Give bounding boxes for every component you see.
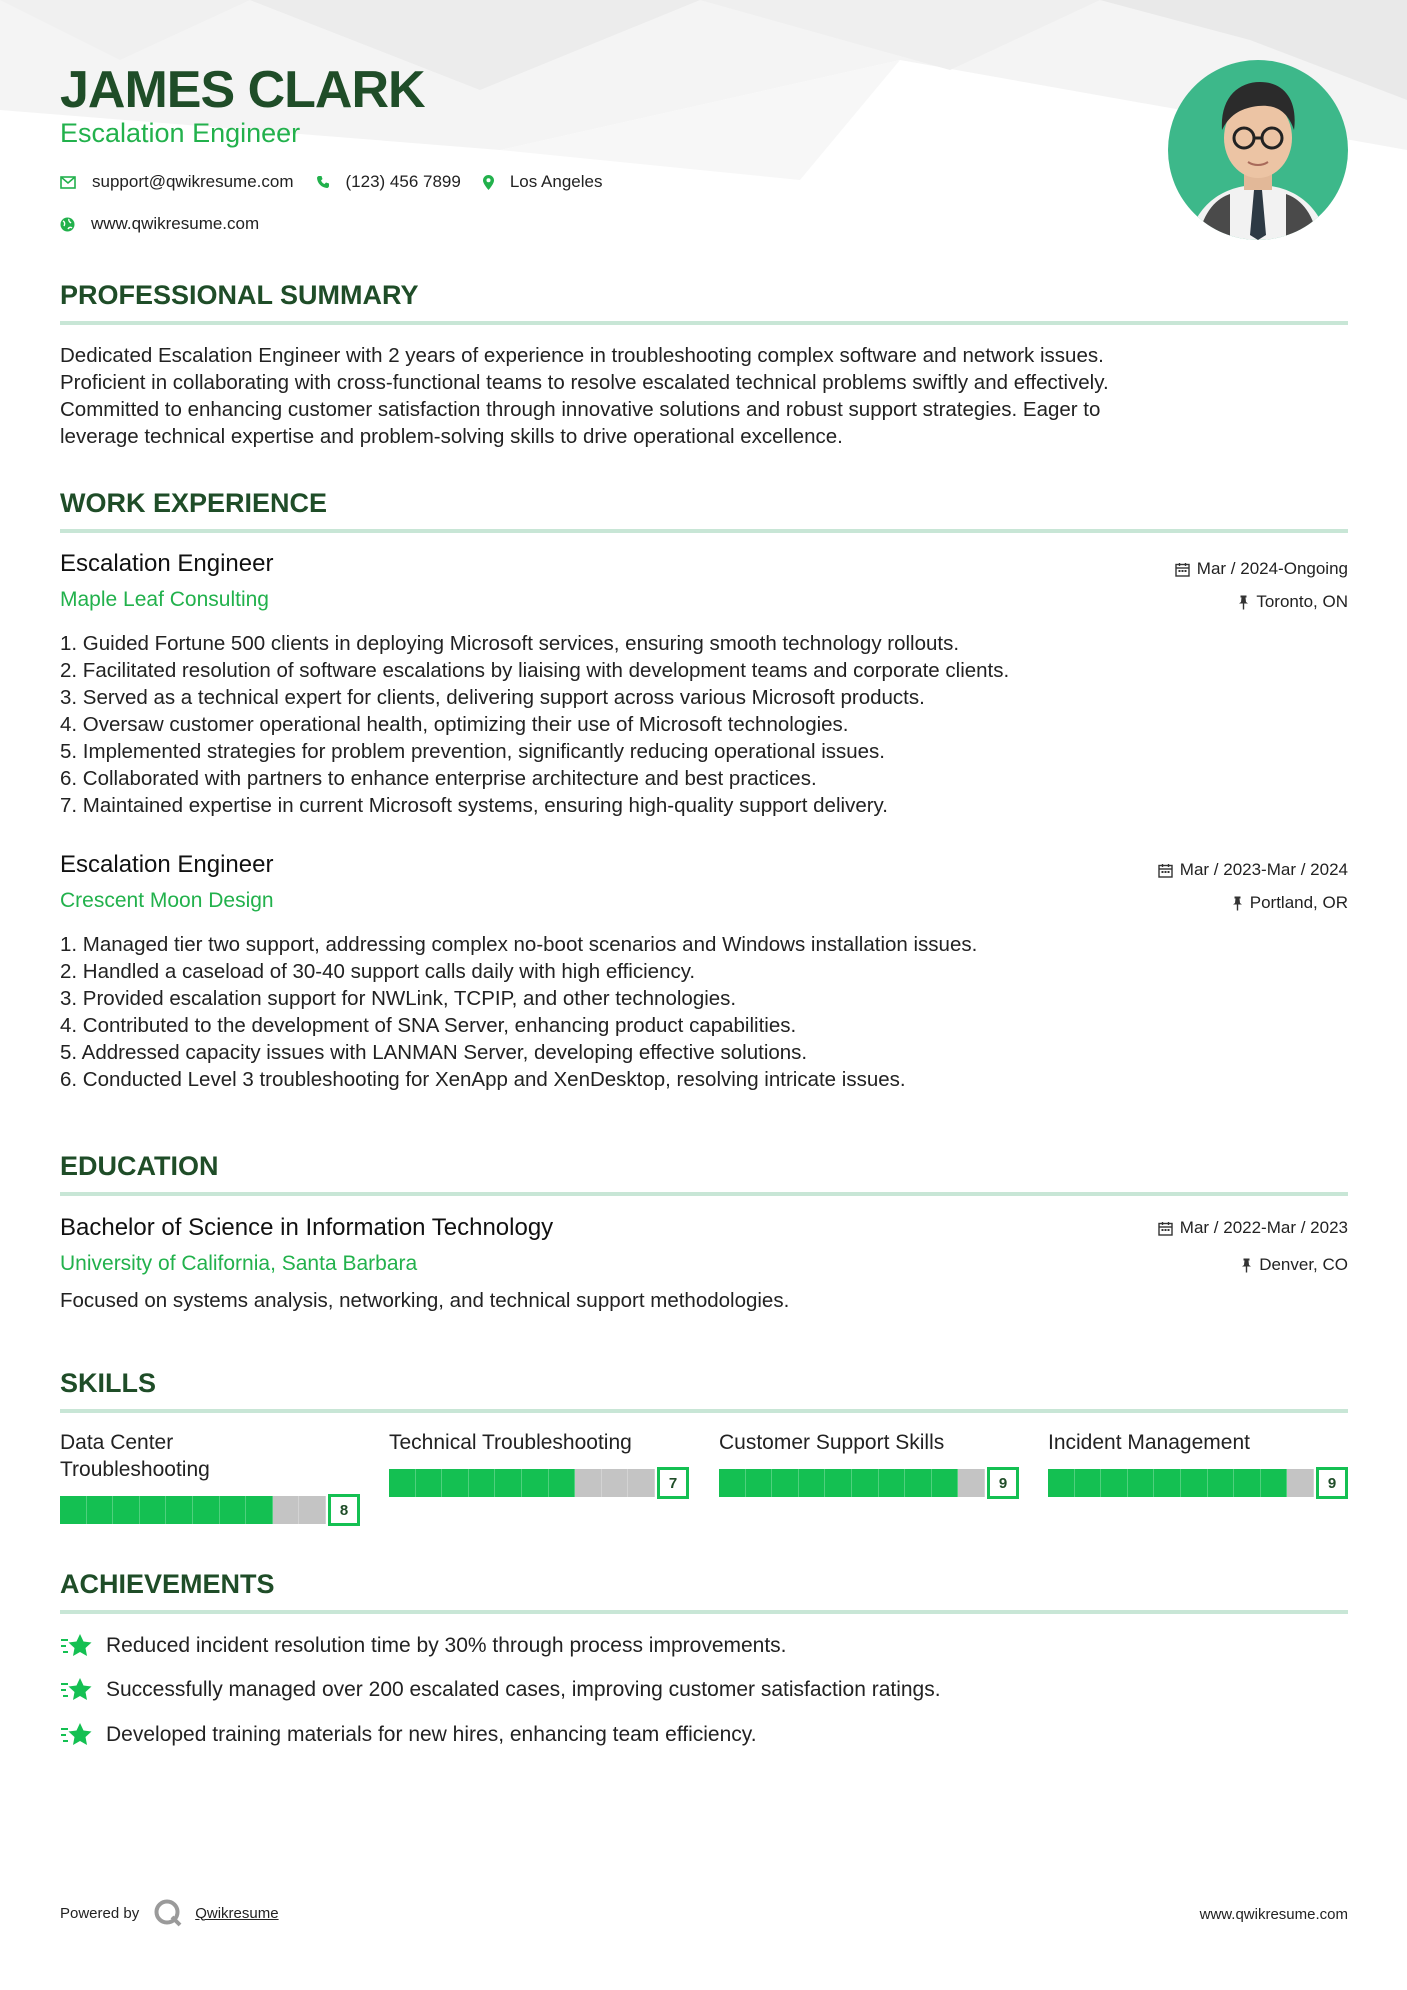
list-item: 6. Collaborated with partners to enhance enterprise architecture and best practices.: [60, 767, 817, 790]
achievement-item: [60, 1721, 757, 1749]
list-item: 1. Managed tier two support, addressing complex no-boot scenarios and Windows installation issues.: [60, 933, 978, 956]
skill-item: [389, 1429, 689, 1492]
contact-location: [483, 172, 603, 192]
skill-bar-segment: [299, 1496, 326, 1524]
candidate-role: Escalation Engineer: [60, 118, 301, 148]
school-name: University of California, Santa Barbara: [60, 1252, 418, 1275]
skill-bar-segment: [575, 1469, 602, 1497]
list-item: 5. Addressed capacity issues with LANMAN Server, developing effective solutions.: [60, 1041, 808, 1064]
calendar-icon: [1158, 863, 1173, 878]
job-location: [1232, 893, 1348, 913]
job-title: Escalation Engineer: [60, 851, 274, 878]
skill-bar-segment: [958, 1469, 985, 1497]
skill-bar-track: [60, 1496, 326, 1524]
summary-heading: PROFESSIONAL SUMMARY: [60, 280, 1348, 325]
skill-bar-segment: [389, 1469, 416, 1497]
qwikresume-link[interactable]: Qwikresume: [195, 1904, 279, 1922]
education-description: Focused on systems analysis, networking, and technical support methodologies.: [60, 1289, 790, 1312]
list-item: 3. Served as a technical expert for clients, delivering support across various Microsoft products.: [60, 686, 925, 709]
skill-bar-segment: [905, 1469, 932, 1497]
skill-bar-segment: [932, 1469, 959, 1497]
globe-icon: [60, 217, 75, 232]
envelope-icon: [60, 176, 76, 189]
skill-bar-segment: [746, 1469, 773, 1497]
pushpin-icon: [1232, 896, 1243, 911]
skill-bar-segment: [1154, 1469, 1181, 1497]
list-item: 2. Handled a caseload of 30-40 support calls daily with high efficiency.: [60, 960, 696, 983]
education-dates-text: Mar / 2022-Mar / 2023: [1179, 1218, 1348, 1237]
skill-bar-segment: [140, 1496, 167, 1524]
summary-line: Committed to enhancing customer satisfaction through innovative solutions and robust support strategies. Eager to: [60, 398, 1101, 421]
skill-bar-track: [1048, 1469, 1314, 1497]
skill-bar-segment: [1048, 1469, 1075, 1497]
job-dates: [1158, 860, 1348, 880]
education-location: [1241, 1255, 1348, 1275]
pushpin-icon: [1238, 595, 1249, 610]
skill-bar-segment: [1261, 1469, 1288, 1497]
job-dates-text: Mar / 2024-Ongoing: [1196, 559, 1348, 578]
list-item: 3. Provided escalation support for NWLink, TCPIP, and other technologies.: [60, 987, 737, 1010]
job-company: Maple Leaf Consulting: [60, 588, 269, 611]
skill-score: 9: [987, 1467, 1019, 1499]
skill-bar-segment: [60, 1496, 87, 1524]
skill-item: [60, 1429, 360, 1519]
skill-name-line: Data Center: [60, 1431, 174, 1454]
skill-bar-segment: [799, 1469, 826, 1497]
skill-bar-segment: [852, 1469, 879, 1497]
star-icon: [60, 1632, 94, 1660]
skill-name-line: Technical Troubleshooting: [389, 1431, 632, 1454]
skill-bar-segment: [1287, 1469, 1314, 1497]
skill-name: [1048, 1429, 1348, 1456]
skill-bar-segment: [469, 1469, 496, 1497]
skill-bar-segment: [495, 1469, 522, 1497]
contact-website[interactable]: [60, 214, 259, 234]
candidate-name: JAMES CLARK: [60, 61, 425, 119]
email-text: support@qwikresume.com: [92, 172, 294, 191]
skill-bar-track: [719, 1469, 985, 1497]
list-item: 7. Maintained expertise in current Microsoft systems, ensuring high-quality support delivery.: [60, 794, 888, 817]
star-icon: [60, 1676, 94, 1704]
location-text: Los Angeles: [509, 172, 603, 191]
contact-phone[interactable]: [316, 172, 461, 192]
skill-bar-segment: [825, 1469, 852, 1497]
pushpin-icon: [1241, 1258, 1252, 1273]
map-pin-icon: [483, 175, 494, 190]
job-bullets: [60, 630, 1348, 819]
skill-bar-segment: [220, 1496, 247, 1524]
skill-name: [719, 1429, 1019, 1456]
list-item: 6. Conducted Level 3 troubleshooting for XenApp and XenDesktop, resolving intricate issues.: [60, 1068, 906, 1091]
skill-bar-track: [389, 1469, 655, 1497]
skill-bar: [719, 1468, 1019, 1498]
summary-line: Dedicated Escalation Engineer with 2 years of experience in troubleshooting complex software and network issues.: [60, 344, 1104, 367]
contact-row-2: [60, 214, 281, 234]
job-bullets: [60, 931, 1348, 1093]
skill-bar-segment: [416, 1469, 443, 1497]
skill-score: 8: [328, 1494, 360, 1526]
skill-bar-segment: [879, 1469, 906, 1497]
skill-bar-segment: [273, 1496, 300, 1524]
achievement-item: [60, 1632, 787, 1660]
achievements-heading: ACHIEVEMENTS: [60, 1569, 1348, 1614]
skill-name: [389, 1429, 689, 1456]
skill-name: [60, 1429, 360, 1483]
education-dates: [1158, 1218, 1348, 1238]
job-title: Escalation Engineer: [60, 550, 274, 577]
summary-line: leverage technical expertise and problem-solving skills to drive operational excellence.: [60, 425, 843, 448]
skill-bar-segment: [602, 1469, 629, 1497]
skill-bar-segment: [113, 1496, 140, 1524]
skill-bar-segment: [1234, 1469, 1261, 1497]
achievement-text: Developed training materials for new hires, enhancing team efficiency.: [106, 1723, 757, 1746]
skill-name-line: Troubleshooting: [60, 1458, 210, 1481]
skill-bar-segment: [246, 1496, 273, 1524]
job-location-text: Toronto, ON: [1256, 592, 1348, 611]
skill-bar-segment: [1181, 1469, 1208, 1497]
skill-bar-segment: [1128, 1469, 1155, 1497]
skill-bar-segment: [87, 1496, 114, 1524]
skill-bar-segment: [1075, 1469, 1102, 1497]
skill-name-line: Customer Support Skills: [719, 1431, 945, 1454]
powered-by-text: Powered by: [60, 1904, 140, 1922]
job-company: Crescent Moon Design: [60, 889, 274, 912]
job-dates: [1175, 559, 1348, 579]
skill-bar-segment: [1101, 1469, 1128, 1497]
contact-row: [60, 172, 624, 192]
list-item: 5. Implemented strategies for problem prevention, significantly reducing operational issues.: [60, 740, 885, 763]
footer-powered-by: [60, 1898, 279, 1928]
profile-photo: [1168, 60, 1348, 240]
degree-title: Bachelor of Science in Information Technology: [60, 1214, 554, 1241]
skill-bar: [389, 1468, 689, 1498]
skill-bar-segment: [719, 1469, 746, 1497]
skill-bar-segment: [1208, 1469, 1235, 1497]
achievement-text: Successfully managed over 200 escalated cases, improving customer satisfaction ratings.: [106, 1678, 941, 1701]
skill-bar: [1048, 1468, 1348, 1498]
skill-bar-segment: [442, 1469, 469, 1497]
skill-bar-segment: [628, 1469, 655, 1497]
job-location-text: Portland, OR: [1249, 893, 1348, 912]
list-item: 2. Facilitated resolution of software escalations by liaising with development teams and corporate clients.: [60, 659, 1010, 682]
contact-email[interactable]: [60, 172, 294, 192]
skill-bar-segment: [166, 1496, 193, 1524]
skill-score: 9: [1316, 1467, 1348, 1499]
skill-item: [719, 1429, 1019, 1492]
achievement-text: Reduced incident resolution time by 30% through process improvements.: [106, 1634, 787, 1657]
job-dates-text: Mar / 2023-Mar / 2024: [1179, 860, 1348, 879]
skill-item: [1048, 1429, 1348, 1492]
education-heading: EDUCATION: [60, 1151, 1348, 1196]
footer-website[interactable]: www.qwikresume.com: [1199, 1906, 1348, 1923]
education-location-text: Denver, CO: [1259, 1255, 1348, 1274]
list-item: 4. Contributed to the development of SNA Server, enhancing product capabilities.: [60, 1014, 797, 1037]
calendar-icon: [1158, 1221, 1173, 1236]
website-text: www.qwikresume.com: [91, 214, 260, 233]
skill-bar-segment: [193, 1496, 220, 1524]
list-item: 4. Oversaw customer operational health, optimizing their use of Microsoft technologies.: [60, 713, 849, 736]
experience-heading: WORK EXPERIENCE: [60, 488, 1348, 533]
skills-heading: SKILLS: [60, 1368, 1348, 1413]
skill-name-line: Incident Management: [1048, 1431, 1250, 1454]
skill-bar-segment: [522, 1469, 549, 1497]
skill-score: 7: [657, 1467, 689, 1499]
skill-bar-segment: [549, 1469, 576, 1497]
phone-icon: [316, 175, 330, 189]
qwikresume-logo-icon: [153, 1898, 183, 1928]
job-location: [1238, 592, 1348, 612]
phone-text: (123) 456 7899: [345, 172, 461, 191]
skill-bar-segment: [772, 1469, 799, 1497]
summary-line: Proficient in collaborating with cross-functional teams to resolve escalated technical problems swiftly and effectively.: [60, 371, 1109, 394]
calendar-icon: [1175, 562, 1190, 577]
star-icon: [60, 1721, 94, 1749]
summary-text: [60, 342, 1348, 450]
achievement-item: [60, 1676, 941, 1704]
skill-bar: [60, 1495, 360, 1525]
list-item: 1. Guided Fortune 500 clients in deploying Microsoft services, ensuring smooth technology rollouts.: [60, 632, 960, 655]
